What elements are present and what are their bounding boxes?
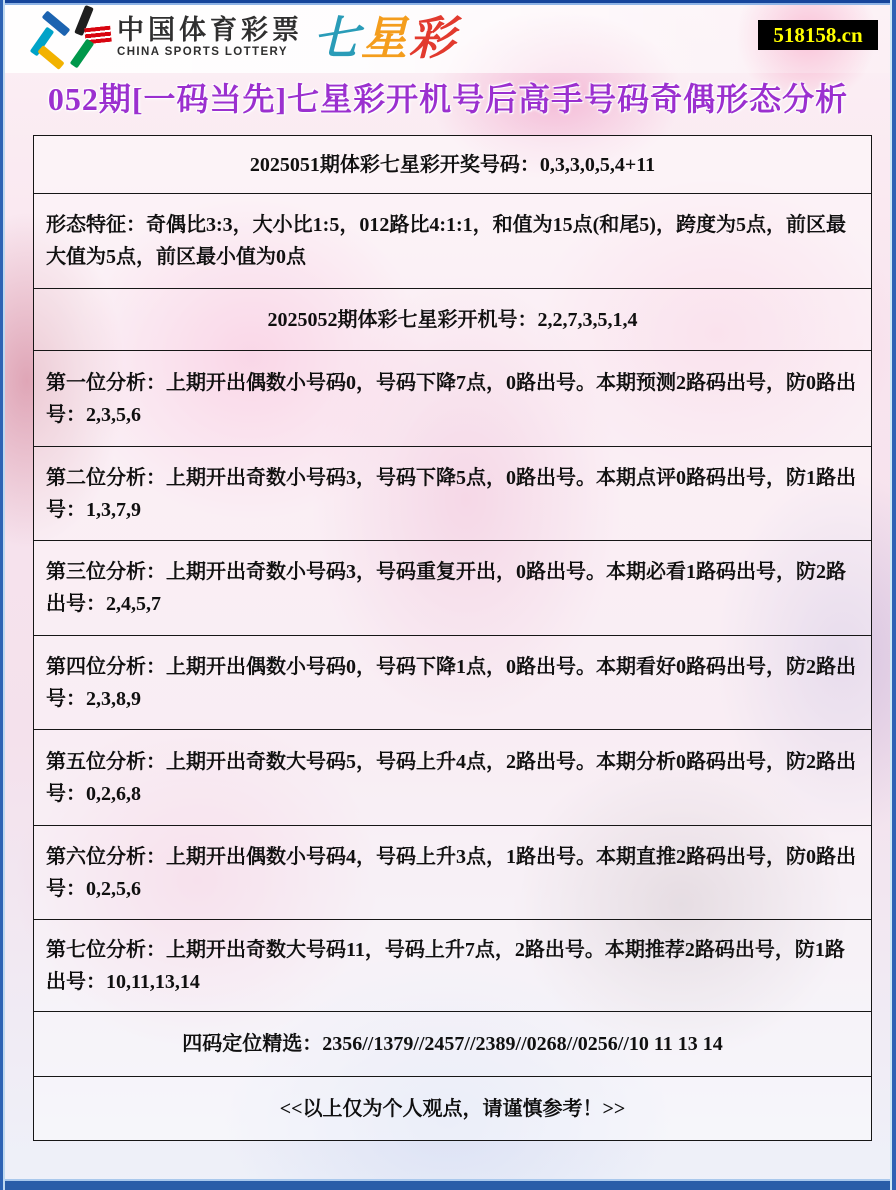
row-disclaimer: <<以上仅为个人观点，请谨慎参考！>> bbox=[34, 1076, 871, 1140]
row-four-code-selection: 四码定位精选：2356//1379//2457//2389//0268//0256//10 11 13 14 bbox=[34, 1011, 871, 1076]
header bbox=[5, 5, 890, 73]
row-position-1-analysis: 第一位分析：上期开出偶数小号码0，号码下降7点，0路出号。本期预测2路码出号，防0路出号：2,3,5,6 bbox=[34, 350, 871, 446]
row-pattern-features: 形态特征：奇偶比3:3，大小比1:5，012路比4:1:1，和值为15点(和尾5)，跨度为5点，前区最大值为5点，前区最小值为0点 bbox=[34, 193, 871, 288]
row-position-3-analysis: 第三位分析：上期开出奇数小号码3，号码重复开出，0路出号。本期必看1路码出号，防2路出号：2,4,5,7 bbox=[34, 540, 871, 635]
row-position-7-analysis: 第七位分析：上期开出奇数大号码11，号码上升7点，2路出号。本期推荐2路码出号，防1路出号：10,11,13,14 bbox=[34, 919, 871, 1011]
page-frame-left bbox=[0, 0, 5, 1190]
row-position-4-analysis: 第四位分析：上期开出偶数小号码0，号码下降1点，0路出号。本期看好0路码出号，防2路出号：2,3,8,9 bbox=[34, 635, 871, 729]
page-frame-bottom bbox=[0, 1179, 896, 1190]
game-char-2: 星 bbox=[361, 12, 409, 64]
row-position-6-analysis: 第六位分析：上期开出偶数小号码4，号码上升3点，1路出号。本期直推2路码出号，防0路出号：0,2,5,6 bbox=[34, 825, 871, 919]
site-badge[interactable]: 518158.cn bbox=[758, 20, 878, 50]
page-title: 052期[一码当先]七星彩开机号后高手号码奇偶形态分析 bbox=[47, 81, 849, 117]
logo-green-bar bbox=[70, 39, 95, 69]
game-char-1: 七 bbox=[313, 12, 361, 64]
game-name bbox=[313, 13, 457, 63]
row-position-2-analysis: 第二位分析：上期开出奇数小号码3，号码下降5点，0路出号。本期点评0路码出号，防1路出号：1,3,7,9 bbox=[34, 446, 871, 540]
brand-name-en: CHINA SPORTS LOTTERY bbox=[117, 46, 288, 58]
row-position-5-analysis: 第五位分析：上期开出奇数大号码5，号码上升4点，2路出号。本期分析0路码出号，防2路出号：0,2,6,8 bbox=[34, 729, 871, 825]
china-sports-lottery-logo-icon bbox=[27, 11, 113, 69]
brand-block bbox=[117, 15, 303, 59]
row-machine-numbers: 2025052期体彩七星彩开机号：2,2,7,3,5,1,4 bbox=[34, 288, 871, 350]
row-last-draw-numbers: 2025051期体彩七星彩开奖号码：0,3,3,0,5,4+11 bbox=[249, 153, 656, 176]
brand-name-cn: 中国体育彩票 bbox=[117, 15, 303, 45]
game-char-3: 彩 bbox=[409, 12, 457, 64]
page-frame-right bbox=[890, 0, 896, 1190]
logo-yellow-bar bbox=[37, 45, 64, 70]
page-frame-top bbox=[0, 0, 896, 5]
analysis-table bbox=[33, 135, 872, 1141]
